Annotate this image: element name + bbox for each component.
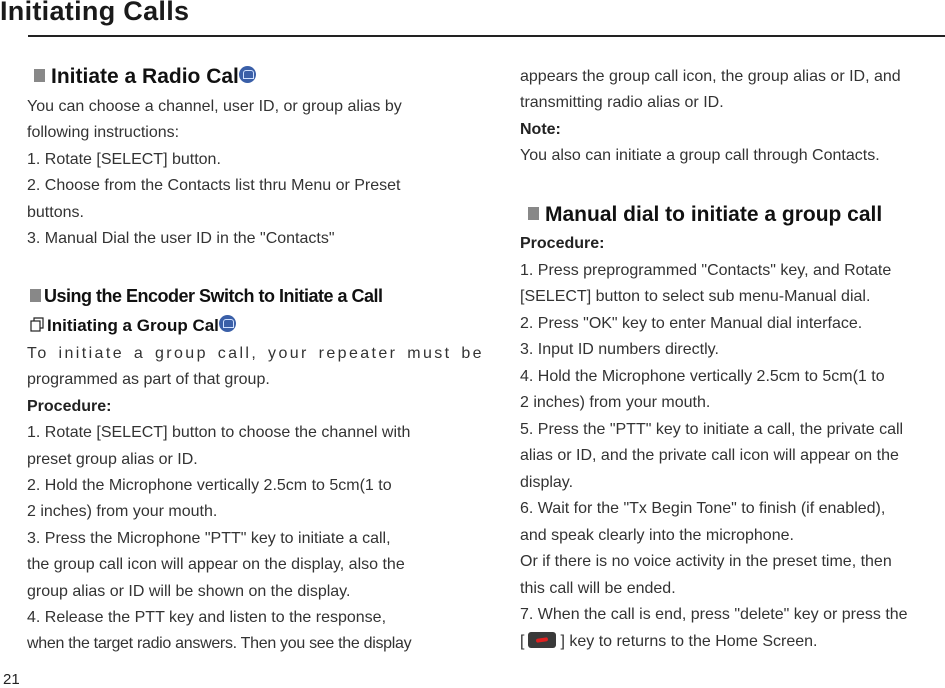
text-line: 3. Input ID numbers directly. [520,341,719,358]
text-line: 1. Rotate [SELECT] button to choose the channel with [27,424,411,441]
page-title: Initiating Calls [0,0,190,26]
text-line: 2. Press "OK" key to enter Manual dial interface. [520,315,863,332]
text-line: following instructions: [27,124,180,141]
procedure-label: Procedure: [27,398,112,415]
text-line: [SELECT] button to select sub menu-Manual dial. [520,288,871,305]
call-icon [219,315,236,332]
heading-text: Initiate a Radio Cal [51,65,239,88]
heading-encoder-switch [30,286,383,307]
text-line: buttons. [27,204,84,221]
text-line: alias or ID, and the private call icon will appear on the [520,447,899,464]
heading-group-call [30,316,236,336]
text-line: You can choose a channel, user ID, or group alias by [27,98,402,115]
text-line: 7. When the call is end, press "delete" key or press the [520,606,908,623]
text-fragment: ] key to returns to the Home Screen. [560,633,818,650]
text-line: 1. Press preprogrammed "Contacts" key, and Rotate [520,262,892,279]
text-line: this call will be ended. [520,580,676,597]
text-line: 2. Hold the Microphone vertically 2.5cm to 5cm(1 to [27,477,392,494]
text-line: preset group alias or ID. [27,451,198,468]
text-line: 4. Release the PTT key and listen to the response, [27,609,387,626]
text-line: programmed as part of that group. [27,371,270,388]
text-line [520,633,817,651]
text-line: 6. Wait for the "Tx Begin Tone" to finish (if enabled), [520,500,886,517]
text-line: To initiate a group call, your repeater must be [27,345,484,362]
text-line: and speak clearly into the microphone. [520,527,794,544]
text-line: 3. Manual Dial the user ID in the "Contacts" [27,230,335,247]
text-line: You also can initiate a group call through Contacts. [520,147,880,164]
heading-bullet-icon [30,289,41,302]
text-line: 3. Press the Microphone "PTT" key to initiate a call, [27,530,391,547]
heading-bullet-icon [528,207,539,220]
text-line: transmitting radio alias or ID. [520,94,724,111]
heading-manual-dial [528,203,882,227]
text-line: 2. Choose from the Contacts list thru Menu or Preset [27,177,401,194]
heading-text: Initiating a Group Cal [47,316,219,335]
document-icon [30,317,44,332]
call-icon [239,66,256,83]
page-number: 21 [3,671,20,688]
end-call-key-icon [528,632,556,648]
text-line: when the target radio answers. Then you see the display [27,635,412,652]
heading-text: Using the Encoder Switch to Initiate a Call [44,286,383,306]
text-line: group alias or ID will be shown on the display. [27,583,351,600]
text-line: Or if there is no voice activity in the preset time, then [520,553,892,570]
heading-text: Manual dial to initiate a group call [545,203,883,226]
text-line: 5. Press the "PTT" key to initiate a call, the private call [520,421,904,438]
text-line: 2 inches) from your mouth. [27,503,218,520]
text-line: 2 inches) from your mouth. [520,394,711,411]
heading-bullet-icon [34,69,45,82]
bracket-open: [ [520,633,525,650]
text-line: 1. Rotate [SELECT] button. [27,151,221,168]
heading-initiate-radio-call [34,65,256,89]
text-line: 4. Hold the Microphone vertically 2.5cm to 5cm(1 to [520,368,885,385]
title-rule [28,35,945,37]
text-line: display. [520,474,574,491]
text-line: the group call icon will appear on the display, also the [27,556,405,573]
procedure-label: Procedure: [520,235,605,252]
note-label: Note: [520,121,561,138]
text-line: appears the group call icon, the group alias or ID, and [520,68,901,85]
